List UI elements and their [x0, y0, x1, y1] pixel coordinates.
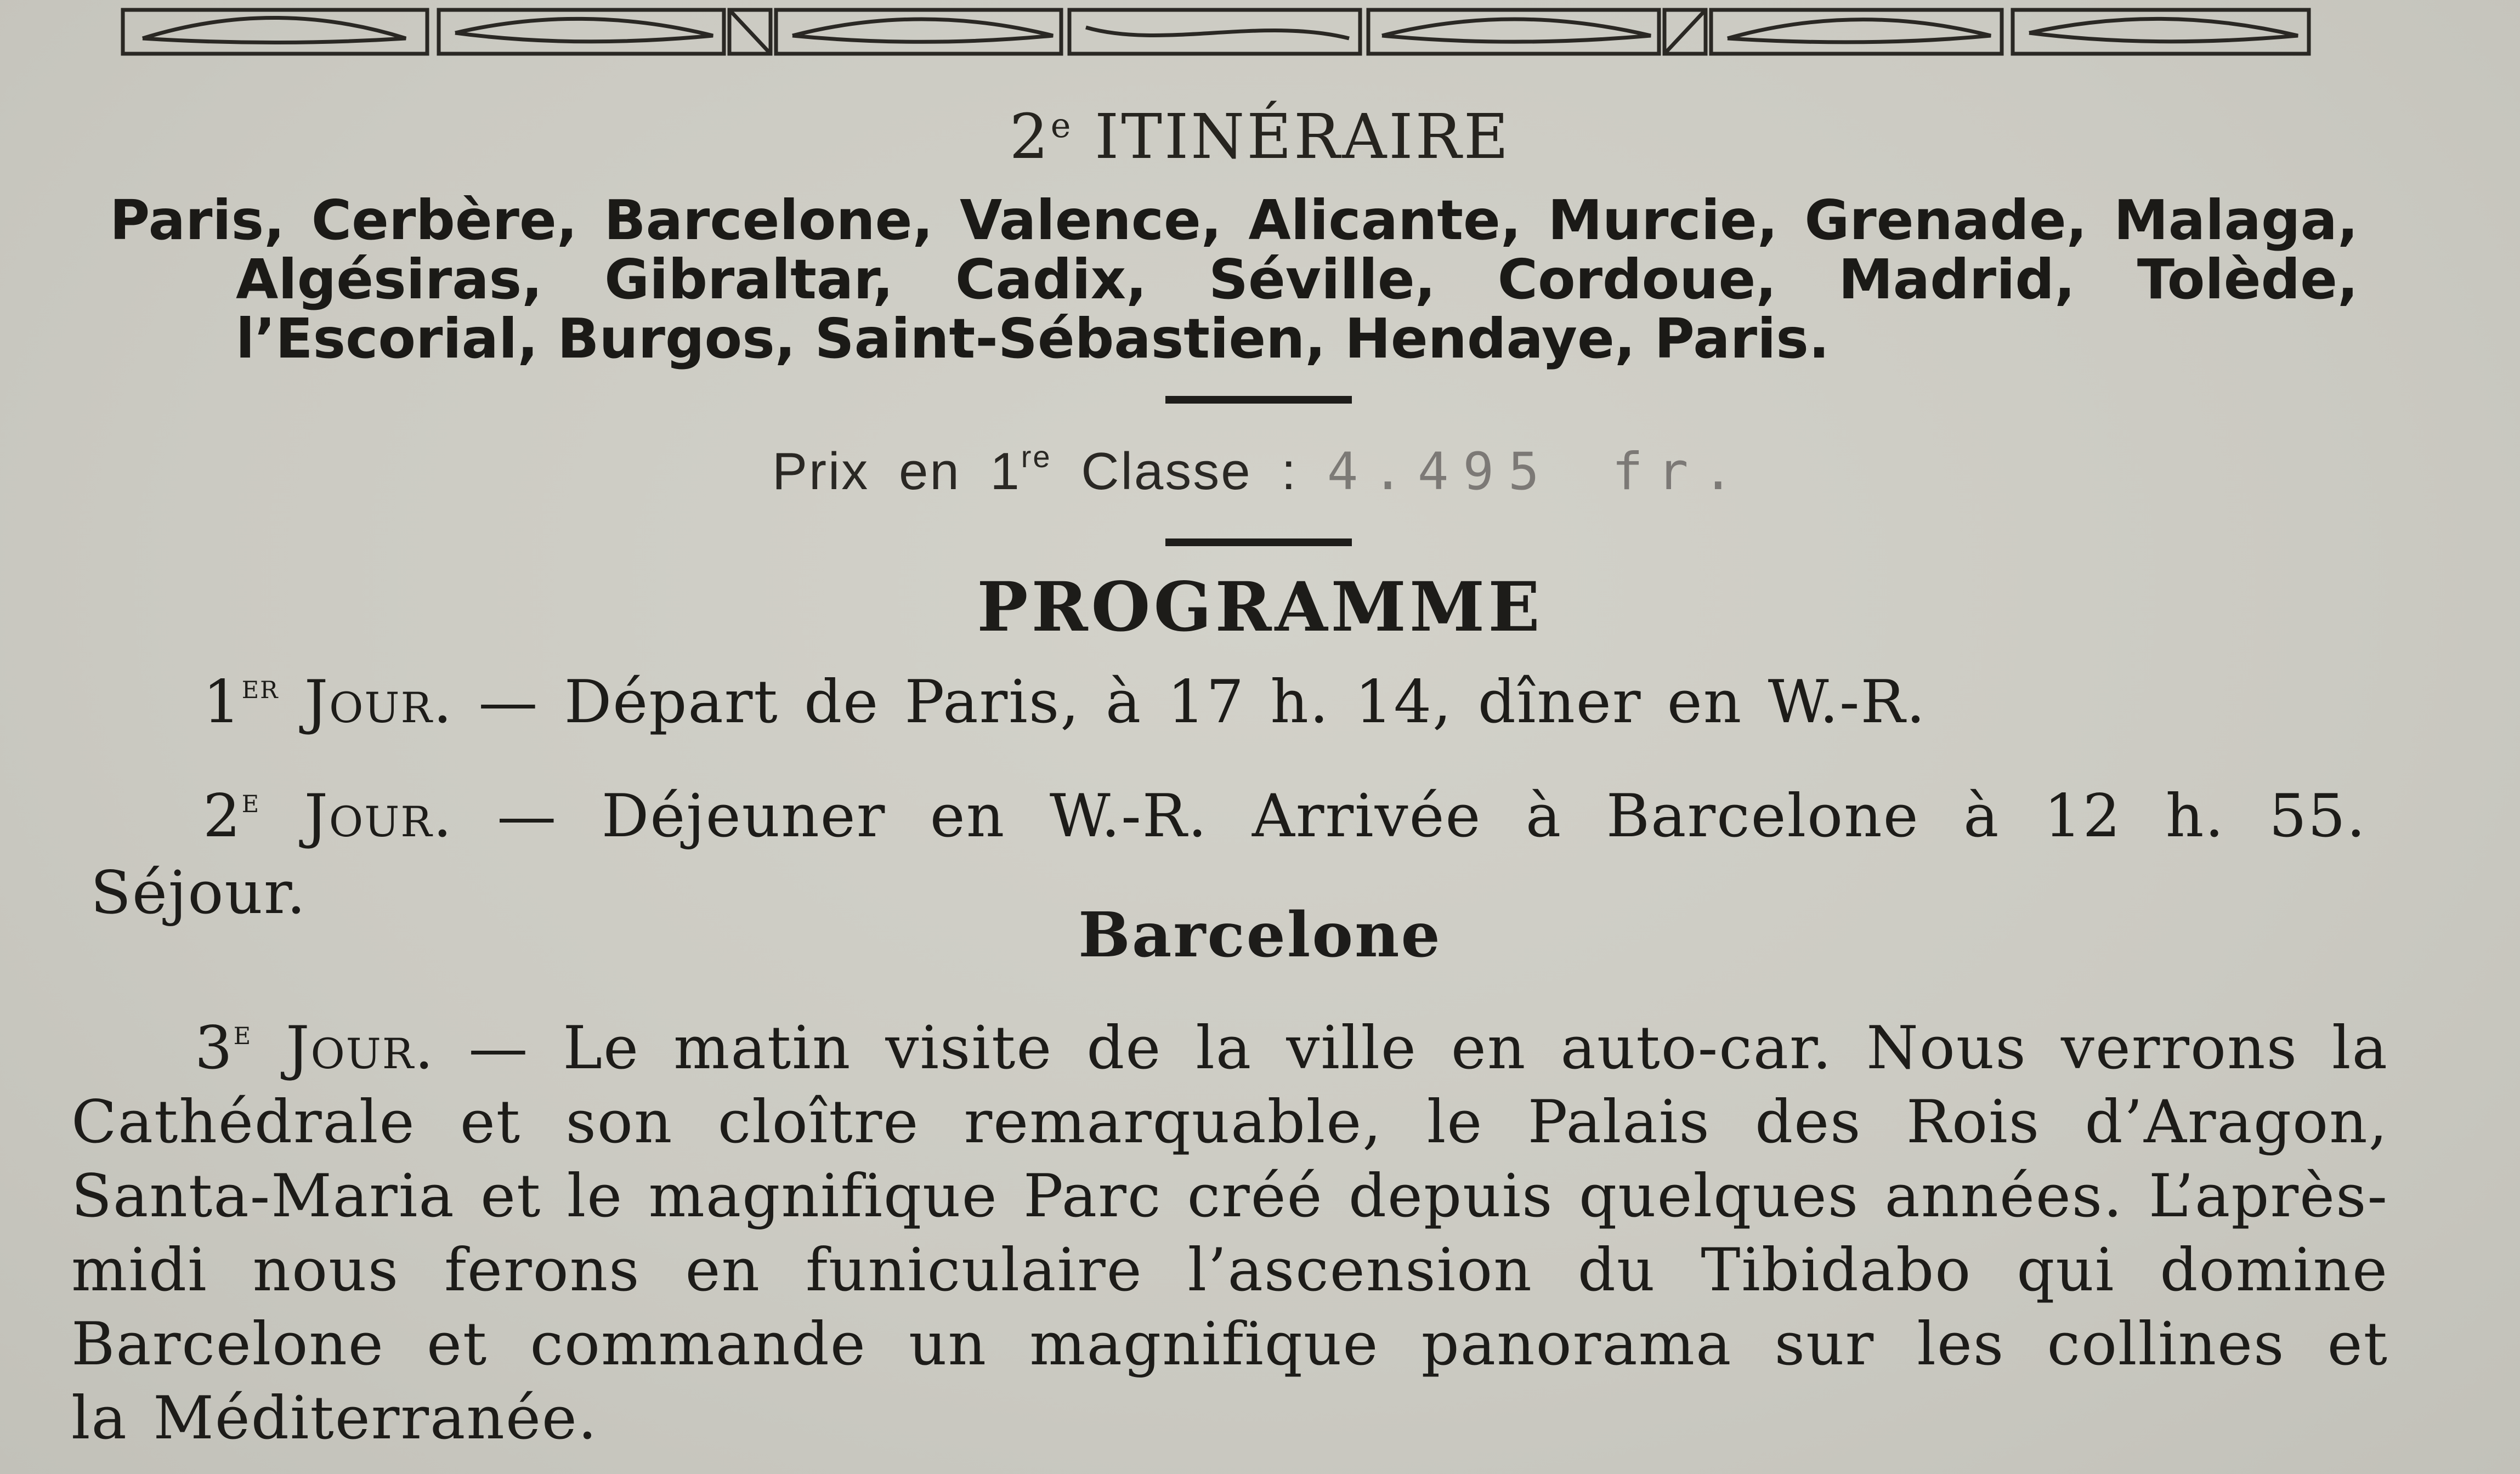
day-3-label: Jour.: [252, 1014, 435, 1082]
divider-rule-top: [1165, 396, 1352, 404]
itinerary-superscript: e: [1050, 105, 1073, 145]
day-1-number: 1: [203, 668, 242, 736]
day-1-paragraph: [203, 666, 1926, 736]
route-line-2: Algésiras, Gibraltar, Cadix, Séville, Cordoue, Madrid, Tolède,: [236, 247, 2358, 311]
day-3-line-4: midi nous ferons en funiculaire l’ascension du Tibidabo qui domine: [71, 1236, 2388, 1305]
route-line-1: Paris, Cerbère, Barcelone, Valence, Alicante, Murcie, Grenade, Malaga,: [110, 188, 2358, 252]
day-3-line-2: Cathédrale et son cloître remarquable, le Palais des Rois d’Aragon,: [71, 1088, 2388, 1156]
day-3-line-3: Santa-Maria et le magnifique Parc créé depuis quelques années. L’après-: [71, 1162, 2388, 1231]
day-2-number: 2: [203, 782, 242, 851]
day-1-label: Jour.: [279, 668, 454, 736]
price-class-superscript: re: [1021, 439, 1052, 474]
divider-rule-bottom: [1165, 538, 1352, 546]
day-3-paragraph: [71, 995, 2388, 1455]
day-2-text: — Déjeuner en W.-R. Arrivée à Barcelone à 12 h. 55.: [452, 782, 2366, 851]
route-list: [110, 188, 2358, 371]
itinerary-title: [0, 101, 2520, 173]
day-2-continuation: Séjour.: [90, 859, 307, 927]
price-amount-stamp: 4.495 fr.: [1327, 442, 1748, 502]
day-3-line-6: la Méditerranée.: [71, 1384, 598, 1453]
day-1-superscript: er: [241, 666, 279, 706]
price-suffix: Classe :: [1051, 442, 1327, 501]
day-2-label-wrap: [242, 782, 453, 851]
day-3-label-wrap: [234, 1014, 435, 1082]
route-line-3: l’Escorial, Burgos, Saint-Sébastien, Hendaye, Paris.: [236, 307, 1830, 371]
day-3-line-1: [71, 995, 2388, 1085]
itinerary-number: 2: [1009, 101, 1051, 173]
ornament-frieze: [121, 5, 2336, 66]
price-line: [0, 439, 2520, 502]
day-1-label-wrap: [242, 668, 453, 736]
programme-heading: PROGRAMME: [977, 568, 1543, 647]
price-prefix: Prix en 1: [772, 442, 1021, 501]
day-3-text-1: — Le matin visite de la ville en auto-car. Nous verrons la: [434, 1014, 2388, 1082]
day-3-superscript: e: [233, 1012, 252, 1052]
day-2-superscript: e: [241, 780, 261, 820]
ornamental-border: [121, 5, 2336, 66]
day-3-line-5: Barcelone et commande un magnifique panorama sur les collines et: [71, 1310, 2388, 1379]
day-2-first-line: [90, 762, 2366, 855]
city-heading: Barcelone: [1078, 899, 1442, 971]
day-1-text: — Départ de Paris, à 17 h. 14, dîner en W.-R.: [453, 668, 1927, 736]
itinerary-word: ITINÉRAIRE: [1095, 101, 1511, 173]
day-3-number: 3: [195, 1014, 234, 1082]
day-2-label: Jour.: [260, 782, 453, 851]
